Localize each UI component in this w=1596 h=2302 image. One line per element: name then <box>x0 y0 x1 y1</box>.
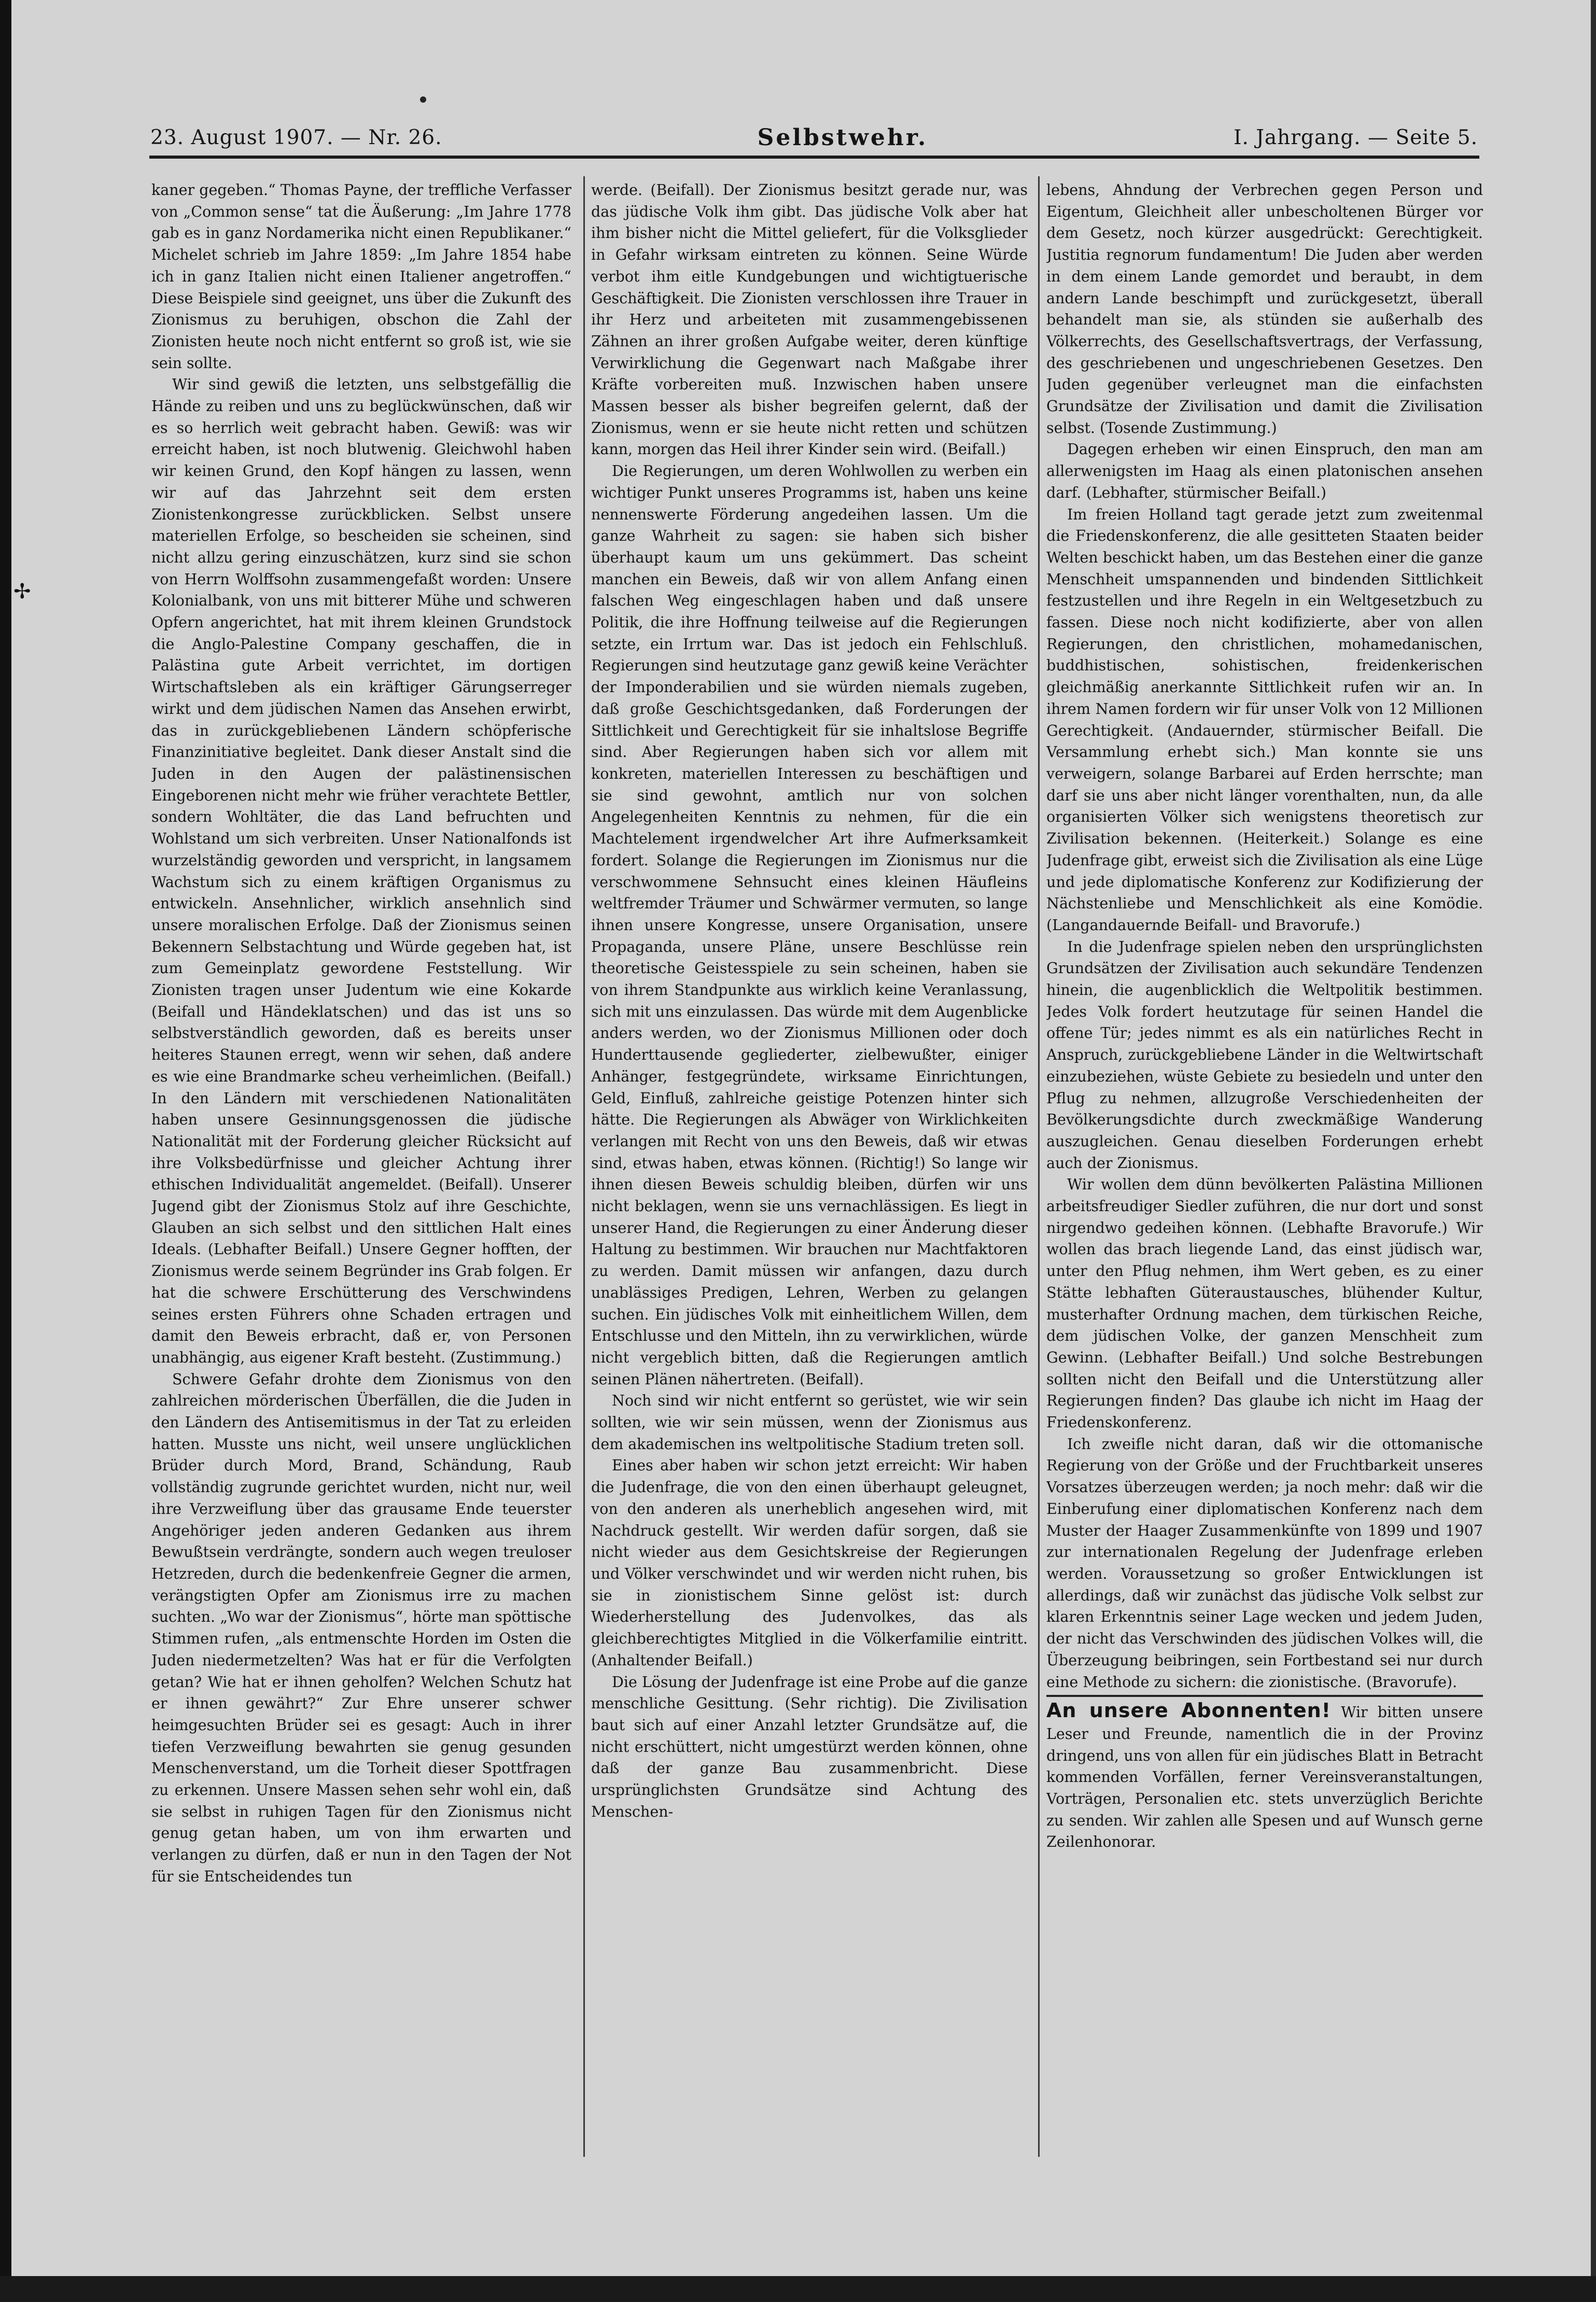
subscriber-notice <box>1046 1695 1483 1853</box>
paragraph: Noch sind wir nicht entfernt so gerüstet, wie wir sein sollten, wie wir sein müssen, wenn der Zionismus aus dem akademischen ins weltpolitische Stadium treten soll. <box>591 1392 1028 1453</box>
running-header <box>150 123 1478 152</box>
paragraph: kaner gegeben.“ Thomas Payne, der treffliche Verfasser von „Common sense“ tat die Äußerung: „Im Jahre 1778 gab es in ganz Nordamerika nicht einen Republikaner.“ Michelet schrieb im Jahre 1859: „Im Jahre 1854 habe ich in ganz Italien nicht einen Italiener angetroffen.“ Diese Beispiele sind geeignet, uns über die Zukunft des Zionismus zu beruhigen, obschon die Zahl der Zionisten heute noch nicht entfernt so groß ist, wie sie sein sollte. <box>151 181 571 372</box>
header-date-issue: 23. August 1907. — Nr. 26. <box>150 126 442 149</box>
notice-text: Wir bitten unsere Leser und Freunde, namentlich die in der Provinz dringend, uns von allen für ein jüdisches Blatt in Betracht kommenden Vorfällen, ferner Vereinsveranstaltungen, Vorträgen, Personalien etc. stets unverzüglich Berichte zu senden. Wir zahlen alle Spesen und auf Wunsch gerne Zeilenhonorar. <box>1046 1704 1483 1851</box>
paragraph: Wir sind gewiß die letzten, uns selbstgefällig die Hände zu reiben und uns zu beglückwünschen, daß wir es so herrlich weit gebracht haben. Gewiß: was wir erreicht haben, ist noch blutwenig. Gleichwohl haben wir keinen Grund, den Kopf hängen zu lassen, wenn wir auf das Jahrzehnt seit dem ersten Zionistenkongresse zurückblicken. Selbst unsere materiellen Erfolge, so bescheiden sie scheinen, sind nicht allzu gering einzuschätzen, kurz sind sie schon von Herrn Wolffsohn zusammengefaßt worden: Unsere Kolonialbank, von uns mit bitterer Mühe und schweren Opfern angerichtet, hat mit ihrem kleinen Grundstock die Anglo-Palestine Company geschaffen, die in Palästina gute Arbeit verrichtet, im dortigen Wirtschaftsleben als ein kräftiger Gärungserreger wirkt und dem jüdischen Namen das Ansehen erwirbt, das in zurückgebliebenen Ländern schöpferische Finanzinitiative begleitet. Dank dieser Anstalt sind die Juden in den Augen der palästinensischen Eingeborenen nicht mehr wie früher verachtete Bettler, sondern Wohltäter, die das Land befruchten und Wohlstand um sich verbreiten. Unser Nationalfonds ist wurzelständig geworden und verspricht, in langsamem Wachstum sich zu einem kräftigen Organismus zu entwickeln. Ansehnlicher, wirklich ansehnlich sind unsere moralischen Erfolge. Daß der Zionismus seinen Bekennern Selbstachtung und Würde gegeben hat, ist zum Gemeinplatz gewordene Feststellung. Wir Zionisten tragen unser Judentum wie eine Kokarde (Beifall und Händeklatschen) und das ist uns so selbstverständlich geworden, daß es bereits unser heiteres Staunen erregt, wenn wir sehen, daß andere es wie eine Brandmarke scheu verheimlichen. (Beifall.) In den Ländern mit verschiedenen Nationalitäten haben unsere Gesinnungsgenossen die jüdische Nationalität mit der Forderung gleicher Rücksicht auf ihre Volksbedürfnisse und gleicher Achtung ihrer ethischen Individualität angemeldet. (Beifall). Unserer Jugend gibt der Zionismus Stolz auf ihre Geschichte, Glauben an sich selbst und den sittlichen Halt eines Ideals. (Lebhafter Beifall.) Unsere Gegner hofften, der Zionismus werde seinem Begründer ins Grab folgen. Er hat die schwere Erschütterung des Verschwindens seines ersten Führers ohne Schaden ertragen und damit den Beweis erbracht, daß er, von Personen unabhängig, aus eigener Kraft besteht. (Zustimmung.) <box>151 376 571 1366</box>
paragraph: Schwere Gefahr drohte dem Zionismus von den zahlreichen mörderischen Überfällen, die die Juden in den Ländern des Antisemitismus in der Tat zu erleiden hatten. Musste uns nicht, weil unsere unglücklichen Brüder durch Mord, Brand, Schändung, Raub vollständig zugrunde gerichtet wurden, nicht nur, weil ihre Verzweiflung über das grausame Ende teuerster Angehöriger jeden anderen Gedanken aus ihrem Bewußtsein verdrängte, sondern auch wegen treuloser Hetzreden, durch die bedenkenfreie Gegner die armen, verängstigten Opfer am Zionismus irre zu machen suchten. „Wo war der Zionismus“, hörte man spöttische Stimmen rufen, „als entmenschte Horden im Osten die Juden niedermetzelten? Was hat er für die Verfolgten getan? Wie hat er ihnen geholfen? Welchen Schutz hat er ihnen gewährt?“ Zur Ehre unserer schwer heimgesuchten Brüder sei es gesagt: Auch in ihrer tiefen Verzweiflung bewahrten sie genug gesunden Menschenverstand, um die Torheit dieser Spottfragen zu erkennen. Unsere Massen sehen sehr wohl ein, daß sie selbst in ruhigen Tagen für den Zionismus nicht genug getan haben, um von ihm erwarten und verlangen zu dürfen, daß er nun in den Tagen der Not für sie Entscheidendes tun <box>151 1370 571 1885</box>
binding-edge <box>0 0 11 2302</box>
header-rule <box>149 156 1479 159</box>
paragraph: In die Judenfrage spielen neben den ursprünglichsten Grundsätzen der Zivilisation auch sekundäre Tendenzen hinein, die augenblicklich die Weltpolitik bestimmen. Jedes Volk fordert heutzutage für seinen Handel die offene Tür; jedes nimmt es als ein natürliches Recht in Anspruch, zurückgebliebene Länder in die Weltwirtschaft einzubeziehen, wüste Gebiete zu besiedeln und unter den Pflug zu nehmen, allzugroße Verschiedenheiten der Bevölkerungsdichte durch zweckmäßige Wanderung auszugleichen. Genau dieselben Forderungen erhebt auch der Zionismus. <box>1046 938 1483 1172</box>
paragraph: lebens, Ahndung der Verbrechen gegen Person und Eigentum, Gleichheit aller unbescholtenen Bürger vor dem Gesetz, noch kürzer ausgedrückt: Gerechtigkeit. Justitia regnorum fundamentum! Die Juden aber werden in dem einem Lande gemordet und beraubt, in dem andern Lande beschimpft und zurückgesetzt, überall behandelt man sie, als stünden sie außerhalb des Völkerrechts, des Gesellschaftsvertrags, der Verfassung, des geschriebenen und ungeschriebenen Gesetzes. Den Juden gegenüber verleugnet man die einfachsten Grundsätze der Zivilisation und damit die Zivilisation selbst. (Tosende Zustimmung.) <box>1046 181 1483 437</box>
ink-dot <box>420 96 426 103</box>
paragraph: Ich zweifle nicht daran, daß wir die ottomanische Regierung von der Größe und der Fruchtbarkeit unseres Vorsatzes überzeugen werden; ja noch mehr: daß wir die Einberufung einer diplomatischen Konferenz nach dem Muster der Haager Zusammenkünfte von 1899 und 1907 zur internationalen Regelung der Judenfrage erleben werden. Voraussetzung so großer Entwicklungen ist allerdings, daß wir zunächst das jüdische Volk selbst zur klaren Erkenntnis seiner Lage wecken und jedem Juden, der nicht das Verschwinden des jüdischen Volkes will, die Überzeugung beibringen, sein Fortbestand sei nur durch eine Methode zu sichern: die zionistische. (Bravorufe). <box>1046 1435 1483 1691</box>
paragraph: Dagegen erheben wir einen Einspruch, den man am allerwenigsten im Haag als einen platonischen ansehen darf. (Lebhafter, stürmischer Beifall.) <box>1046 441 1483 501</box>
column-divider <box>1038 176 1040 2157</box>
paragraph: werde. (Beifall). Der Zionismus besitzt gerade nur, was das jüdische Volk ihm gibt. Das jüdische Volk aber hat ihm bisher nicht die Mittel geliefert, für die Volksglieder in Gefahr wirksam eintreten zu können. Seine Würde verbot ihm eitle Kundgebungen und wichtigtuerische Geschäftigkeit. Die Zionisten verschlossen ihre Trauer in ihr Herz und arbeiteten mit zusammengebissenen Zähnen an ihrer großen Aufgabe weiter, deren künftige Verwirklichung die Gegenwart nach Maßgabe ihrer Kräfte vorbereiten muß. Inzwischen haben unsere Massen besser als bisher begreifen gelernt, daß der Zionismus, wenn er sie heute nicht retten und schützen kann, morgen das Heil ihrer Kinder sein wird. (Beifall.) <box>591 181 1028 458</box>
notice-title: An unsere Abonnenten! <box>1046 1699 1331 1722</box>
notice-paragraph <box>1046 1700 1483 1853</box>
masthead-title: Selbstwehr. <box>757 124 928 151</box>
column-2 <box>591 179 1028 2150</box>
column-1 <box>151 179 571 2150</box>
paragraph: Wir wollen dem dünn bevölkerten Palästina Millionen arbeitsfreudiger Siedler zuführen, die nur dort und sonst nirgendwo gedeihen können. (Lebhafte Bravorufe.) Wir wollen das brach liegende Land, das einst jüdisch war, unter den Pflug nehmen, ihm Wert geben, es zu einer Stätte lebhaften Güteraustausches, blühender Kultur, musterhafter Ordnung machen, dem türkischen Reiche, dem jüdischen Volke, der ganzen Menschheit zum Gewinn. (Lebhafter Beifall.) Und solche Bestrebungen sollten nicht den Beifall und die Unterstützung aller Regierungen finden? Das glaube ich nicht im Haag der Friedenskonferenz. <box>1046 1176 1483 1431</box>
column-divider <box>583 176 585 2157</box>
scan-bottom-edge <box>0 2276 1596 2302</box>
margin-mark: ✢ <box>13 580 31 603</box>
paragraph: Im freien Holland tagt gerade jetzt zum zweitenmal die Friedenskonferenz, die alle gesitteten Staaten beider Welten beschickt haben, um das Bestehen einer die ganze Menschheit umspannenden und bindenden Sittlichkeit festzustellen und ihre Regeln in ein Weltgesetzbuch zu fassen. Diese noch nicht kodifizierte, aber von allen Regierungen, den christlichen, mohamedanischen, buddhistischen, sohistischen, freidenkerischen gleichmäßig anerkannte Sittlichkeit rufen wir an. In ihrem Namen fordern wir für unser Volk von 12 Millionen Gerechtigkeit. (Andauernder, stürmischer Beifall. Die Versammlung erhebt sich.) Man konnte sie uns verweigern, solange Barbarei auf Erden herrschte; man darf sie uns aber nicht länger vorenthalten, nun, da alle organisierten Völker sich wenigstens theoretisch zur Zivilisation bekennen. (Heiterkeit.) Solange es eine Judenfrage gibt, erweist sich die Zivilisation als eine Lüge und jede diplomatische Konferenz zur Kodifizierung der Nächstenliebe und Menschlichkeit als eine Komödie. (Langandauernde Beifall- und Bravorufe.) <box>1046 506 1483 934</box>
paragraph: Die Lösung der Judenfrage ist eine Probe auf die ganze menschliche Gesittung. (Sehr richtig). Die Zivilisation baut sich auf einer Anzahl letzter Grundsätze auf, die nicht erschüttert, nicht umgestürzt werden können, ohne daß der ganze Bau zusammenbricht. Diese ursprünglichsten Grundsätze sind Achtung des Menschen- <box>591 1673 1028 1820</box>
page-edge-right <box>1591 0 1596 2302</box>
column-3 <box>1046 179 1483 2150</box>
paragraph: Eines aber haben wir schon jetzt erreicht: Wir haben die Judenfrage, die von den einen überhaupt geleugnet, von den anderen als unerheblich angesehen wird, mit Nachdruck gestellt. Wir werden dafür sorgen, daß sie nicht wieder aus dem Gesichtskreise der Regierungen und Völker verschwindet und wir werden nicht ruhen, bis sie in zionistischem Sinne gelöst ist: durch Wiederherstellung des Judenvolkes, das als gleichberechtigtes Mitglied in die Völkerfamilie eintritt. (Anhaltender Beifall.) <box>591 1457 1028 1669</box>
paragraph: Die Regierungen, um deren Wohlwollen zu werben ein wichtiger Punkt unseres Programms ist, haben uns keine nennenswerte Förderung angedeihen lassen. Um die ganze Wahrheit zu sagen: sie haben sich bisher überhaupt kaum um uns gekümmert. Das scheint manchen ein Beweis, daß wir von allem Anfang einen falschen Weg eingeschlagen haben und daß unsere Politik, die ihre Hoffnung teilweise auf die Regierungen setzte, ein Irrtum war. Das ist jedoch ein Fehlschluß. Regierungen sind heutzutage ganz gewiß keine Verächter der Imponderabilien und sie würden niemals zugeben, daß große Geschichtsgedanken, daß Forderungen der Sittlichkeit und Gerechtigkeit für sie inhaltslose Begriffe sind. Aber Regierungen haben sich vor allem mit konkreten, materiellen Interessen zu beschäftigen und sie sind gewohnt, amtlich nur von solchen Angelegenheiten Kenntnis zu nehmen, für die ein Machtelement irgendwelcher Art ihre Aufmerksamkeit fordert. Solange die Regierungen im Zionismus nur die verschwommene Sehnsucht eines kleinen Häufleins weltfremder Träumer und Schwärmer vermuten, so lange ihnen unsere Kongresse, unsere Organisation, unsere Propaganda, unsere Pläne, unsere Beschlüsse rein theoretische Geistesspiele zu sein scheinen, haben sie von ihrem Standpunkte aus wirklich keine Veranlassung, sich mit uns einzulassen. Das würde mit dem Augenblicke anders werden, wo der Zionismus Millionen oder doch Hunderttausende gegliederter, zielbewußter, einiger Anhänger, festgegründete, wirksame Einrichtungen, Geld, Einfluß, zahlreiche geistige Potenzen hinter sich hätte. Die Regierungen als Abwäger von Wirklichkeiten verlangen mit Recht von uns den Beweis, daß wir etwas sind, etwas haben, etwas können. (Richtig!) So lange wir ihnen diesen Beweis schuldig bleiben, dürfen wir uns nicht beklagen, wenn sie uns vernachlässigen. Es liegt in unserer Hand, die Regierungen zu einer Änderung dieser Haltung zu bestimmen. Wir brauchen nur Machtfaktoren zu werden. Damit müssen wir anfangen, dazu durch unablässiges Predigen, Lehren, Werben zu gelangen suchen. Ein jüdisches Volk mit einheitlichem Willen, dem Entschlusse und den Mitteln, ihn zu verwirklichen, würde nicht vergeblich bitten, daß die Regierungen amtlich seinen Plänen nähertreten. (Beifall). <box>591 462 1028 1388</box>
header-volume-page: I. Jahrgang. — Seite 5. <box>1234 126 1478 149</box>
